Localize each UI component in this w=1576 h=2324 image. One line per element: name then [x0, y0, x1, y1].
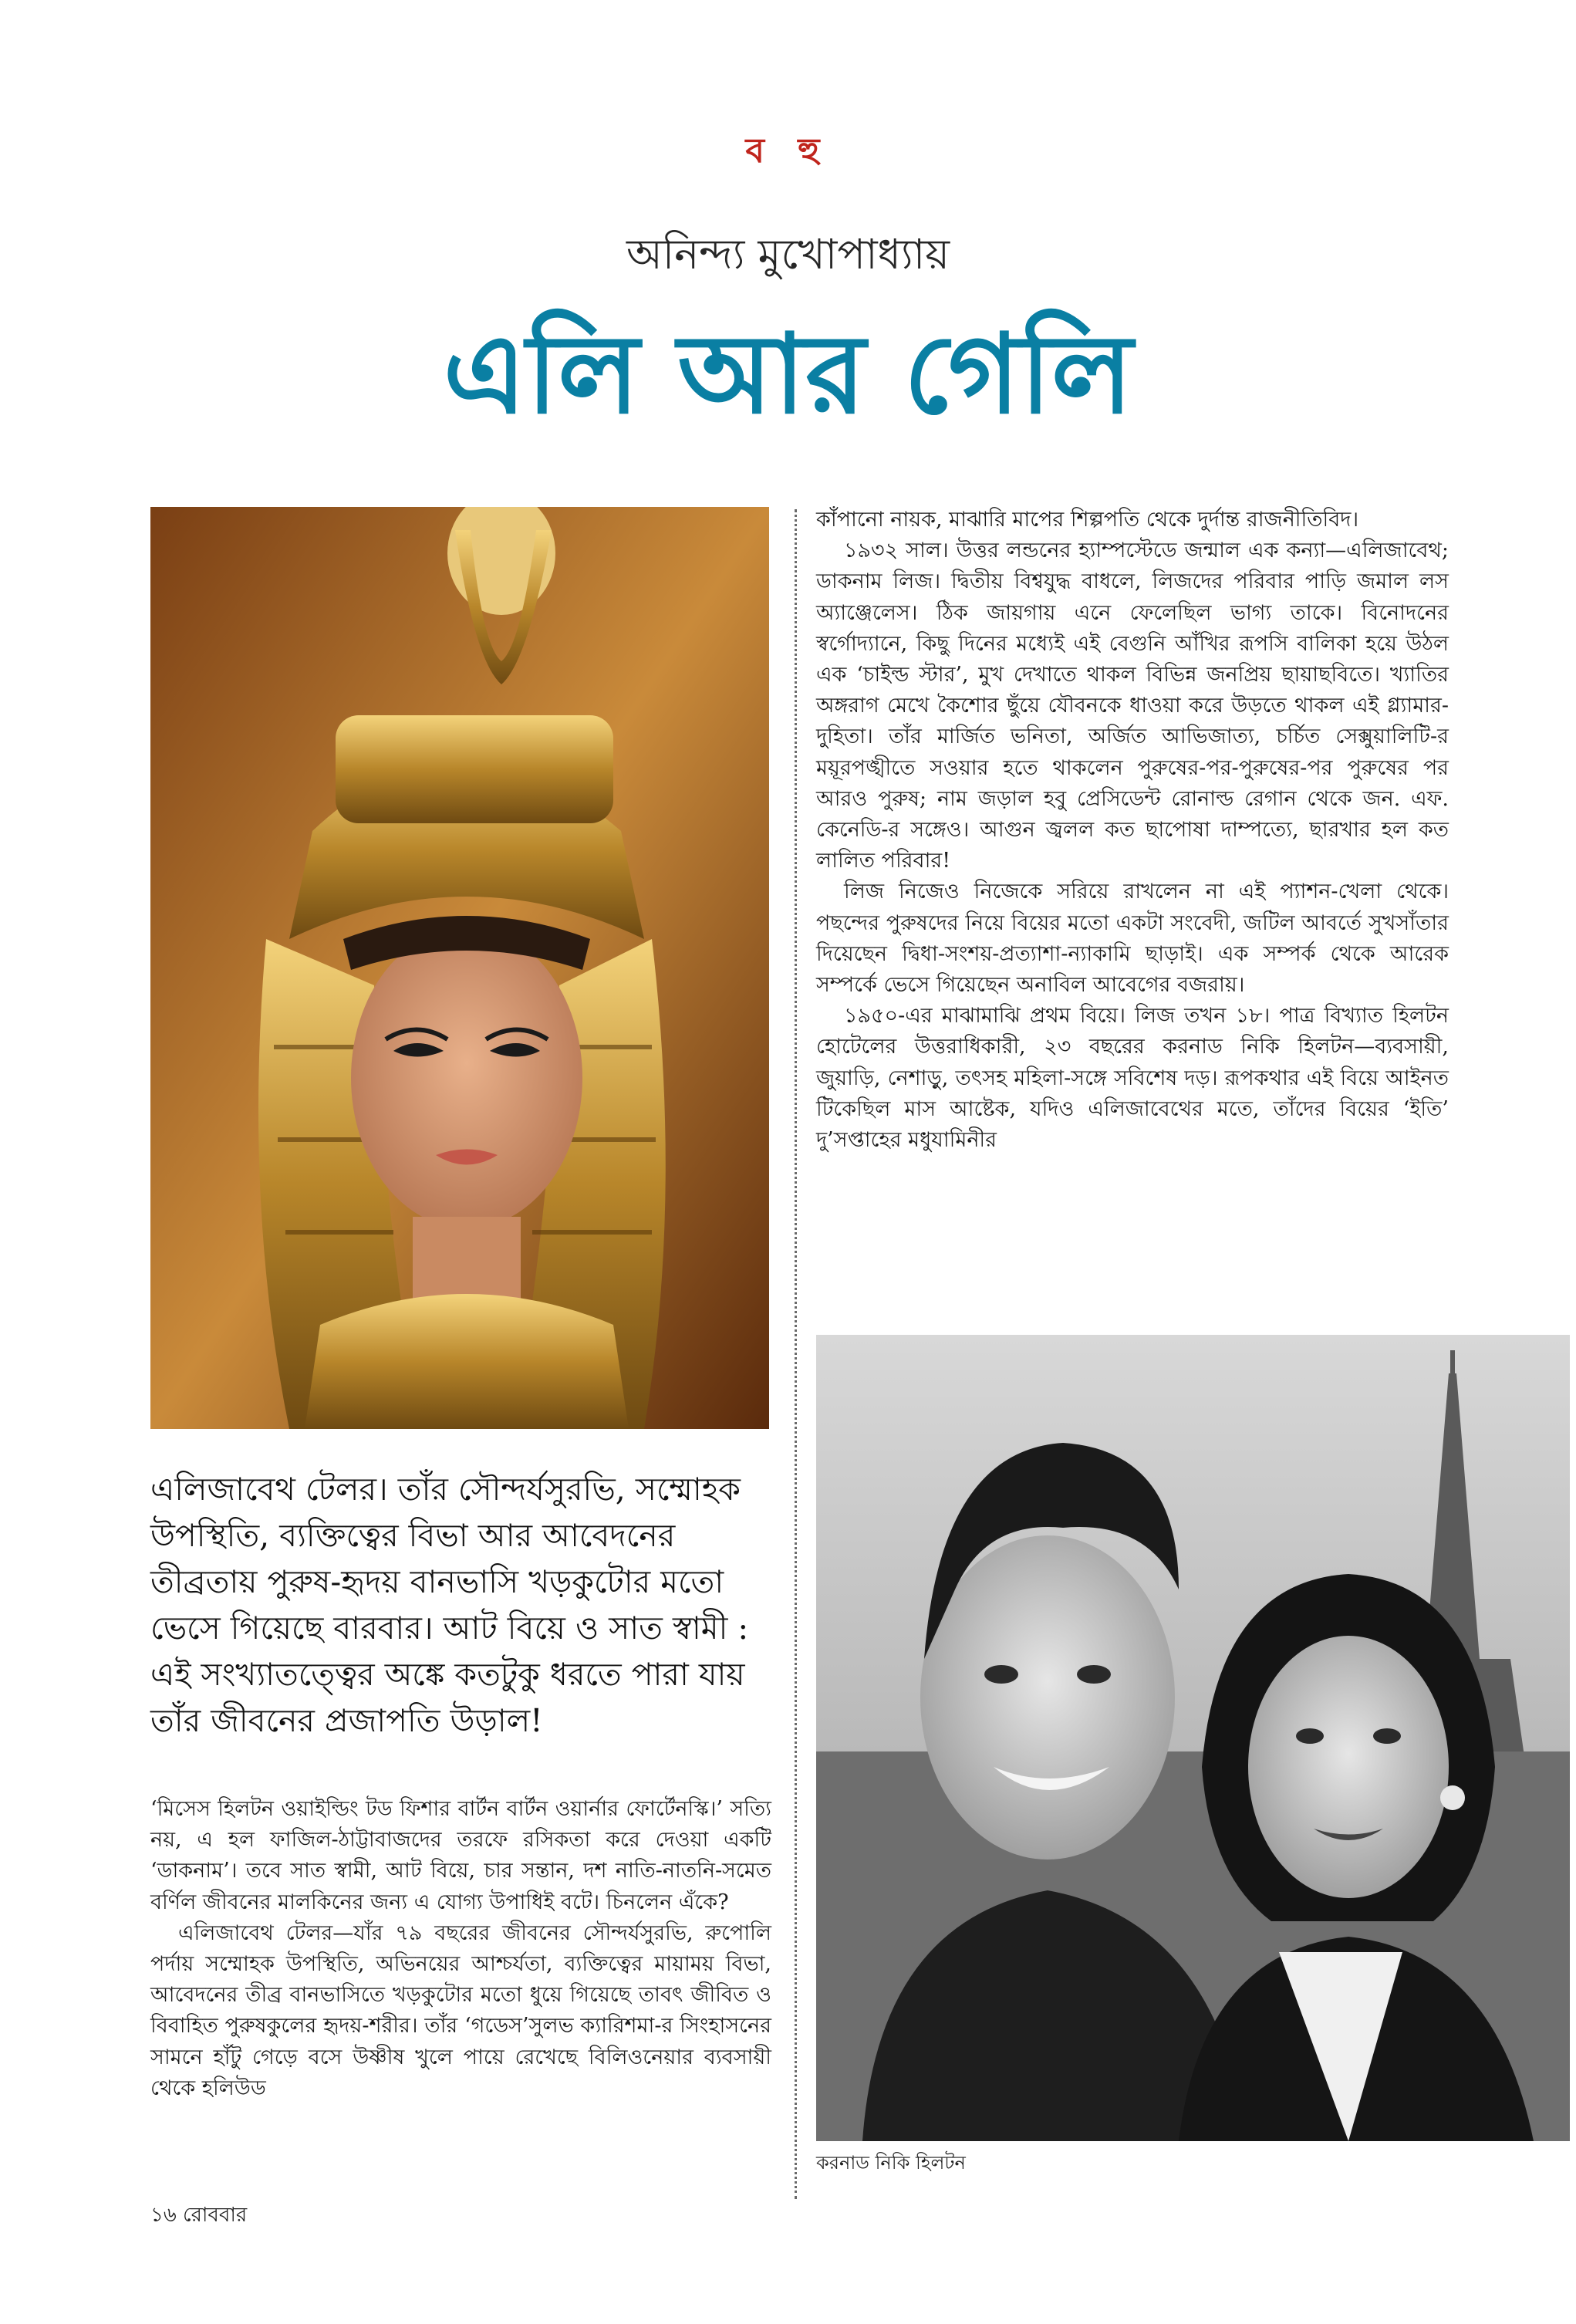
photo-caption: করনাড নিকি হিলটন — [816, 2152, 966, 2174]
body-paragraph: লিজ নিজেও নিজেকে সরিয়ে রাখলেন না এই প্যাশন-খেলা থেকে। পছন্দের পুরুষদের নিয়ে বিয়ের মতো একটা সংবেদী, জটিল আবর্তে সুখসাঁতার দিয়েছেন দ্বিধা-সংশয়-প্রত্যাশা-ন্যাকামি ছাড়াই। এক সম্পর্ক থেকে আরেক সম্পর্কে ভেসে গিয়েছেন অনাবিল আবেগের বজরায়। — [816, 880, 1449, 998]
page-footer: ১৬ রোববার — [150, 2204, 248, 2227]
body-paragraph: ১৯৫০-এর মাঝামাঝি প্রথম বিয়ে। লিজ তখন ১৮। পাত্র বিখ্যাত হিলটন হোটেলের উত্তরাধিকারী, ২৩ বছরের করনাড নিকি হিলটন—ব্যবসায়ী, জুয়াড়ি, নেশাড়ু, তৎসহ মহিলা-সঙ্গে সবিশেষ দড়। রূপকথার এই বিয়ে আইনত টিকেছিল মাস আষ্টেক, যদিও এলিজাবেথের মতে, তাঁদের বিয়ের ‘ইতি’ দু’সপ্তাহের মধুযামিনীর — [816, 1004, 1449, 1153]
article-headline: এলি আর গেলি — [443, 311, 1133, 438]
article-body-right-column — [816, 505, 1449, 1156]
couple-bw-photo — [816, 1335, 1570, 2141]
column-divider — [795, 509, 797, 2199]
body-paragraph: কাঁপানো নায়ক, মাঝারি মাপের শিল্পপতি থেকে দুর্দান্ত রাজনীতিবিদ। — [816, 508, 1359, 532]
body-paragraph: ‘মিসেস হিলটন ওয়াইল্ডিং টড ফিশার বার্টন বার্টন ওয়ার্নার ফোর্টেনস্কি।’ সত্যি নয়, এ হল ফাজিল-ঠাট্টাবাজদের তরফে রসিকতা করে দেওয়া একটি ‘ডাকনাম’। তবে সাত স্বামী, আট বিয়ে, চার সন্তান, দশ নাতি-নাতনি-সমেত বর্ণিল জীবনের মালকিনের জন্য এ যোগ্য উপাধিই বটে। চিনলেন এঁকে? — [150, 1797, 771, 1914]
body-paragraph: ১৯৩২ সাল। উত্তর লন্ডনের হ্যাম্পস্টেডে জন্মাল এক কন্যা—এলিজাবেথ; ডাকনাম লিজ। দ্বিতীয় বিশ্বযুদ্ধ বাধলে, লিজদের পরিবার পাড়ি জমাল লস অ্যাঞ্জেলেস। ঠিক জায়গায় এনে ফেলেছিল ভাগ্য তাকে। বিনোদনের স্বর্গোদ্যানে, কিছু দিনের মধ্যেই এই বেগুনি আঁখির রূপসি বালিকা হয়ে উঠল এক ‘চাইল্ড স্টার’, মুখ দেখাতে থাকল বিভিন্ন জনপ্রিয় ছায়াছবিতে। খ্যাতির অঙ্গরাগ মেখে কৈশোর ছুঁয়ে যৌবনকে ধাওয়া করে উড়তে থাকল এই গ্ল্যামার-দুহিতা। তাঁর মার্জিত ভনিতা, অর্জিত আভিজাত্য, চর্চিত সেক্সুয়ালিটি-র ময়ূরপঙ্খীতে সওয়ার হতে থাকলেন পুরুষের-পর-পুরুষের-পর পুরুষের পর আরও পুরুষ; নাম জড়াল হবু প্রেসিডেন্ট রোনাল্ড রেগান থেকে জন. এফ. কেনেডি-র সঙ্গেও। আগুন জ্বলল কত ছাপোষা দাম্পত্যে, ছারখার হল কত লালিত পরিবার! — [816, 539, 1449, 873]
cleopatra-portrait-photo — [150, 507, 769, 1429]
author-byline: অনিন্দ্য মুখোপাধ্যায় — [626, 230, 950, 279]
pull-quote: এলিজাবেথ টেলর। তাঁর সৌন্দর্যসুরভি, সম্মোহক উপস্থিতি, ব্যক্তিত্বের বিভা আর আবেদনের তীব্রতায় পুরুষ-হৃদয় বানভাসি খড়কুটোর মতো ভেসে গিয়েছে বারবার। আট বিয়ে ও সাত স্বামী : এই সংখ্যাতত্ত্বের অঙ্কে কতটুকু ধরতে পারা যায় তাঁর জীবনের প্রজাপতি উড়াল! — [150, 1471, 749, 1739]
section-kicker: ব হু — [745, 131, 831, 171]
article-body-left-column — [150, 1794, 771, 2104]
body-paragraph: এলিজাবেথ টেলর—যাঁর ৭৯ বছরের জীবনের সৌন্দর্যসুরভি, রুপোলি পর্দায় সম্মোহক উপস্থিতি, অভিনয়ের আশ্চর্যতা, ব্যক্তিত্বের মায়াময় বিভা, আবেদনের তীব্র বানভাসিতে খড়কুটোর মতো ধুয়ে গিয়েছে তাবৎ জীবিত ও বিবাহিত পুরুষকুলের হৃদয়-শরীর। তাঁর ‘গডেস’সুলভ ক্যারিশমা-র সিংহাসনের সামনে হাঁটু গেড়ে বসে উষ্ণীষ খুলে পায়ে রেখেছে বিলিওনেয়ার ব্যবসায়ী থেকে হলিউড — [150, 1920, 771, 2100]
